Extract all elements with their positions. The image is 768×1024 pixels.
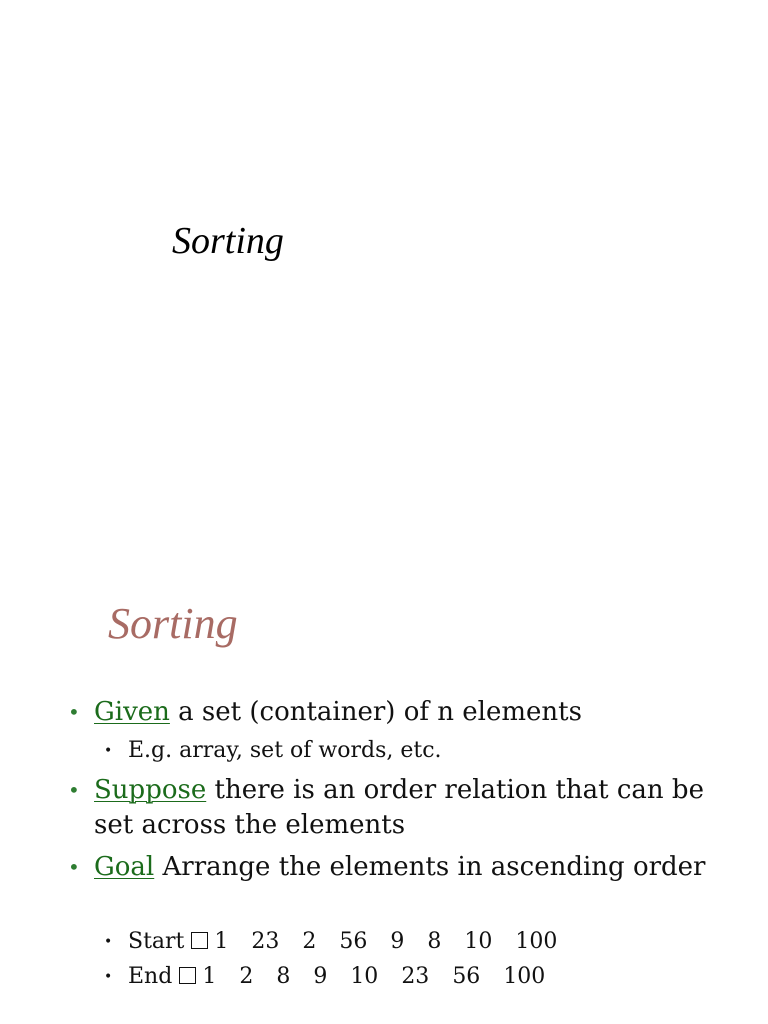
start-value: 23	[251, 929, 280, 954]
end-value: 56	[452, 964, 481, 989]
end-value: 23	[401, 964, 430, 989]
bullet-suppose-text: there is an order relation that can be set across the elements	[94, 775, 704, 840]
start-value: 9	[390, 929, 405, 954]
bullet-goal-text: Arrange the elements in ascending order	[154, 852, 706, 882]
bullet-given-text: a set (container) of n elements	[169, 697, 582, 727]
start-label: Start	[128, 929, 185, 954]
start-value: 1	[214, 929, 229, 954]
sub-bullet-dot-icon: •	[104, 743, 113, 759]
keyword-goal: Goal	[94, 852, 155, 882]
end-value: 2	[239, 964, 254, 989]
slide-1-title: Sorting	[172, 220, 284, 262]
bullet-goal	[68, 850, 738, 885]
sub-bullet-example	[104, 737, 744, 765]
sub-bullet-example-text: E.g. array, set of words, etc.	[128, 738, 442, 763]
start-sequence	[214, 928, 573, 956]
end-label: End	[128, 964, 173, 989]
sub-bullet-start	[104, 928, 744, 956]
keyword-given: Given	[94, 697, 170, 727]
bullet-suppose	[68, 773, 738, 843]
sub-bullet-dot-icon: •	[104, 969, 113, 985]
bullet-given	[68, 695, 738, 730]
slide-2-title: Sorting	[108, 599, 238, 648]
start-value: 8	[427, 929, 442, 954]
start-value: 10	[464, 929, 493, 954]
end-value: 1	[202, 964, 217, 989]
end-value: 100	[503, 964, 546, 989]
bullet-dot-icon: •	[68, 855, 80, 879]
bullet-dot-icon: •	[68, 778, 80, 802]
end-value: 8	[276, 964, 291, 989]
keyword-suppose: Suppose	[94, 775, 207, 805]
end-value: 10	[350, 964, 379, 989]
start-value: 100	[515, 929, 558, 954]
start-value: 2	[302, 929, 317, 954]
bullet-dot-icon: •	[68, 700, 80, 724]
sub-bullet-dot-icon: •	[104, 934, 113, 950]
arrow-box-icon	[191, 932, 208, 949]
arrow-box-icon	[179, 967, 196, 984]
sub-bullet-end	[104, 963, 744, 991]
end-value: 9	[313, 964, 328, 989]
start-value: 56	[339, 929, 368, 954]
end-sequence	[202, 963, 561, 991]
